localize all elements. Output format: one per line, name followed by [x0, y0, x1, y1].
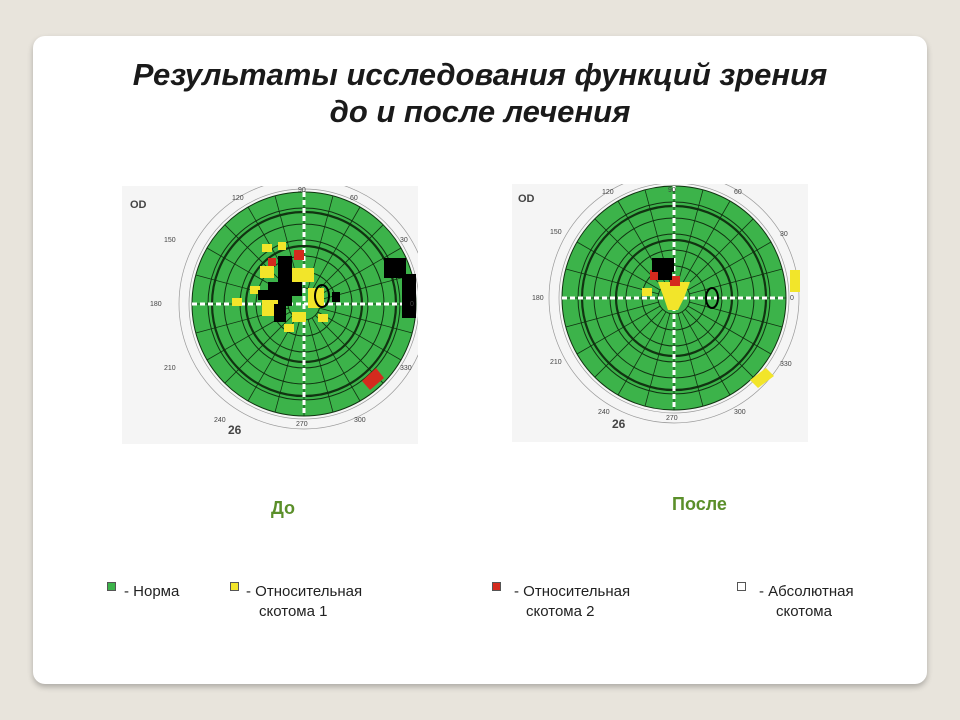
- angle-label: 210: [164, 365, 176, 372]
- angle-label: 180: [532, 295, 544, 302]
- angle-label: 90: [298, 187, 306, 194]
- angle-label: 120: [602, 189, 614, 196]
- angle-label: 0: [410, 301, 414, 308]
- legend-label-line2: скотома 1: [259, 603, 328, 620]
- angle-label: 330: [400, 365, 412, 372]
- legend-swatch-relative-2: [492, 582, 501, 591]
- legend-label-line2: скотома: [776, 603, 832, 620]
- legend-label: - Норма: [124, 583, 180, 600]
- legend-label: - Относительная: [514, 583, 631, 600]
- angle-label: 90: [668, 187, 676, 194]
- angle-label: 60: [734, 189, 742, 196]
- field-number: 26: [612, 417, 626, 431]
- visual-field-before: [122, 186, 418, 444]
- caption-after: После: [672, 494, 727, 514]
- legend-swatch-norm: [107, 582, 116, 591]
- angle-label: 150: [164, 237, 176, 244]
- angle-label: 270: [666, 415, 678, 422]
- angle-label: 270: [296, 421, 308, 428]
- visual-field-after: [512, 184, 808, 442]
- legend-swatch-relative-1: [230, 582, 239, 591]
- legend-label: - Абсолютная: [759, 583, 854, 600]
- slide-title: [33, 56, 927, 130]
- angle-label: 180: [150, 301, 162, 308]
- angle-label: 150: [550, 229, 562, 236]
- field-number: 26: [228, 423, 242, 437]
- visual-field-before-svg: [122, 186, 418, 444]
- angle-label: 120: [232, 195, 244, 202]
- title-line-2: до и после лечения: [329, 94, 631, 129]
- eye-label: OD: [518, 193, 535, 205]
- caption-before: До: [271, 498, 296, 518]
- angle-label: 60: [350, 195, 358, 202]
- angle-label: 30: [780, 231, 788, 238]
- title-line-1: Результаты исследования функций зрения: [132, 57, 828, 92]
- angle-label: 330: [780, 361, 792, 368]
- eye-label: OD: [130, 199, 147, 211]
- angle-label: 300: [734, 409, 746, 416]
- angle-label: 0: [790, 295, 794, 302]
- angle-label: 210: [550, 359, 562, 366]
- angle-label: 240: [598, 409, 610, 416]
- legend-swatch-absolute: [737, 582, 746, 591]
- angle-label: 30: [400, 237, 408, 244]
- legend-label-line2: скотома 2: [526, 603, 595, 620]
- angle-label: 300: [354, 417, 366, 424]
- legend-label: - Относительная: [246, 583, 363, 600]
- visual-field-after-svg: [512, 184, 808, 442]
- angle-label: 240: [214, 417, 226, 424]
